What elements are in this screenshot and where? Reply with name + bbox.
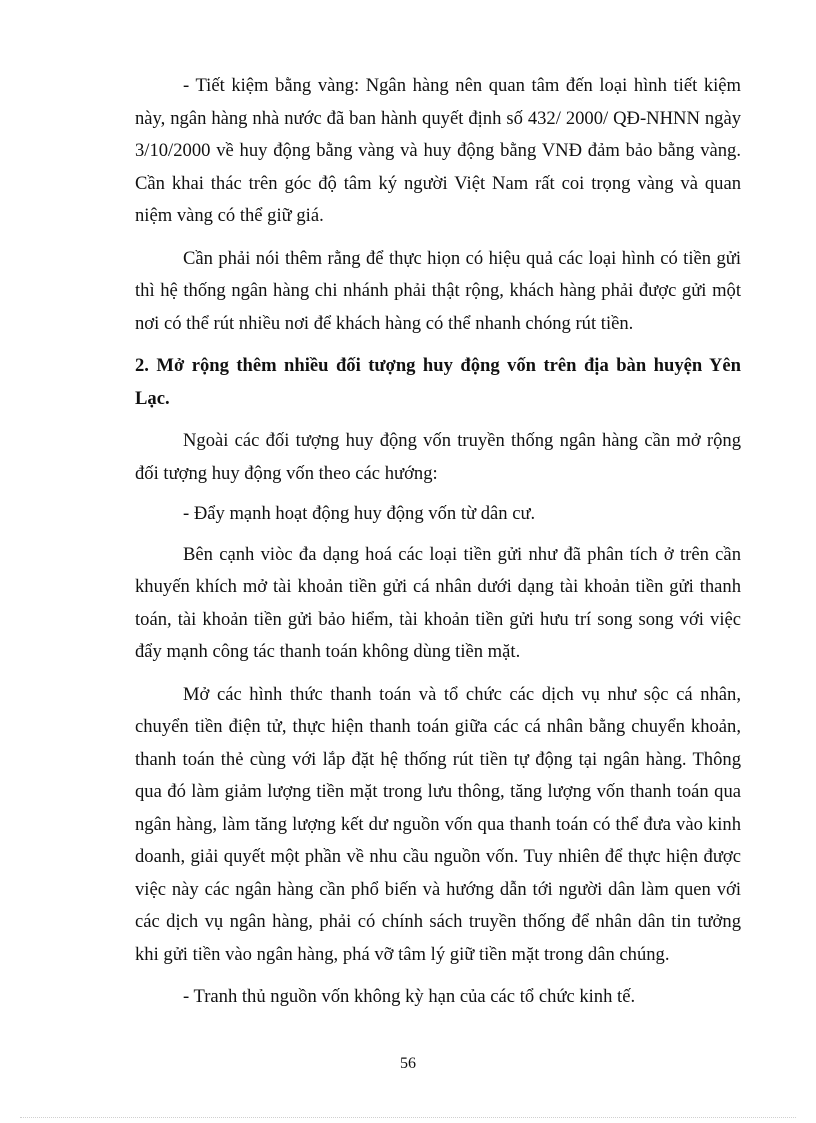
paragraph-diversify-deposits: Bên cạnh viòc đa dạng hoá các loại tiền gửi như đã phân tích ở trên cần khuyến khích mở tài khoản tiền gửi cá nhân dưới dạng tài khoản tiền gửi thanh toán, tài khoản tiền gửi bảo hiểm, tài khoản tiền gửi hưu trí song song với việc đẩy mạnh công tác thanh toán không dùng tiền mặt. [135, 543, 741, 662]
paragraph-residents-bullet: - Đẩy mạnh hoạt động huy động vốn từ dân cư. [183, 503, 536, 524]
paragraph-non-term-funds-bullet: - Tranh thủ nguồn vốn không kỳ hạn của các tổ chức kinh tế. [183, 986, 636, 1007]
page-bottom-divider [20, 1117, 796, 1118]
paragraph-branch-network: Cần phải nói thêm rằng để thực hiọn có hiệu quả các loại hình có tiền gửi thì hệ thống ngân hàng chi nhánh phải thật rộng, khách hàng phải được gửi một nơi có thể rút nhiều nơi để khách hàng có thể nhanh chóng rút tiền. [135, 247, 741, 334]
paragraph-expand-targets: Ngoài các đối tượng huy động vốn truyền thống ngân hàng cần mở rộng đối tượng huy động vốn theo các hướng: [135, 430, 741, 484]
page-number: 56 [400, 1055, 416, 1072]
page-content [135, 70, 741, 1024]
paragraph-payment-services: Mở các hình thức thanh toán và tổ chức các dịch vụ như sộc cá nhân, chuyển tiền điện tử, thực hiện thanh toán giữa các cá nhân bằng chuyển khoản, thanh toán thẻ cùng với lắp đặt hệ thống rút tiền tự động tại ngân hàng. Thông qua đó làm giảm lượng tiền mặt trong lưu thông, tăng lượng vốn thanh toán qua ngân hàng, làm tăng lượng kết dư nguồn vốn qua thanh toán có thể đưa vào kinh doanh, giải quyết một phần về nhu cầu nguồn vốn. Tuy nhiên để thực hiện được việc này các ngân hàng cần phổ biến và hướng dẫn tới người dân làm quen với các dịch vụ ngân hàng, phải có chính sách truyền thống để nhân dân tin tưởng khi gửi tiền vào ngân hàng, phá vỡ tâm lý giữ tiền mặt trong dân chúng. [135, 683, 741, 965]
section-heading: 2. Mở rộng thêm nhiều đối tượng huy động vốn trên địa bàn huyện Yên Lạc. [135, 355, 741, 409]
paragraph-gold-savings: - Tiết kiệm bằng vàng: Ngân hàng nên quan tâm đến loại hình tiết kiệm này, ngân hàng nhà nước đã ban hành quyết định số 432/ 2000/ QĐ-NHNN ngày 3/10/2000 về huy động bằng vàng và huy động bằng VNĐ đảm bảo bằng vàng. Cần khai thác trên góc độ tâm ký người Việt Nam rất coi trọng vàng và quan niệm vàng có thể giữ giá. [135, 75, 741, 226]
